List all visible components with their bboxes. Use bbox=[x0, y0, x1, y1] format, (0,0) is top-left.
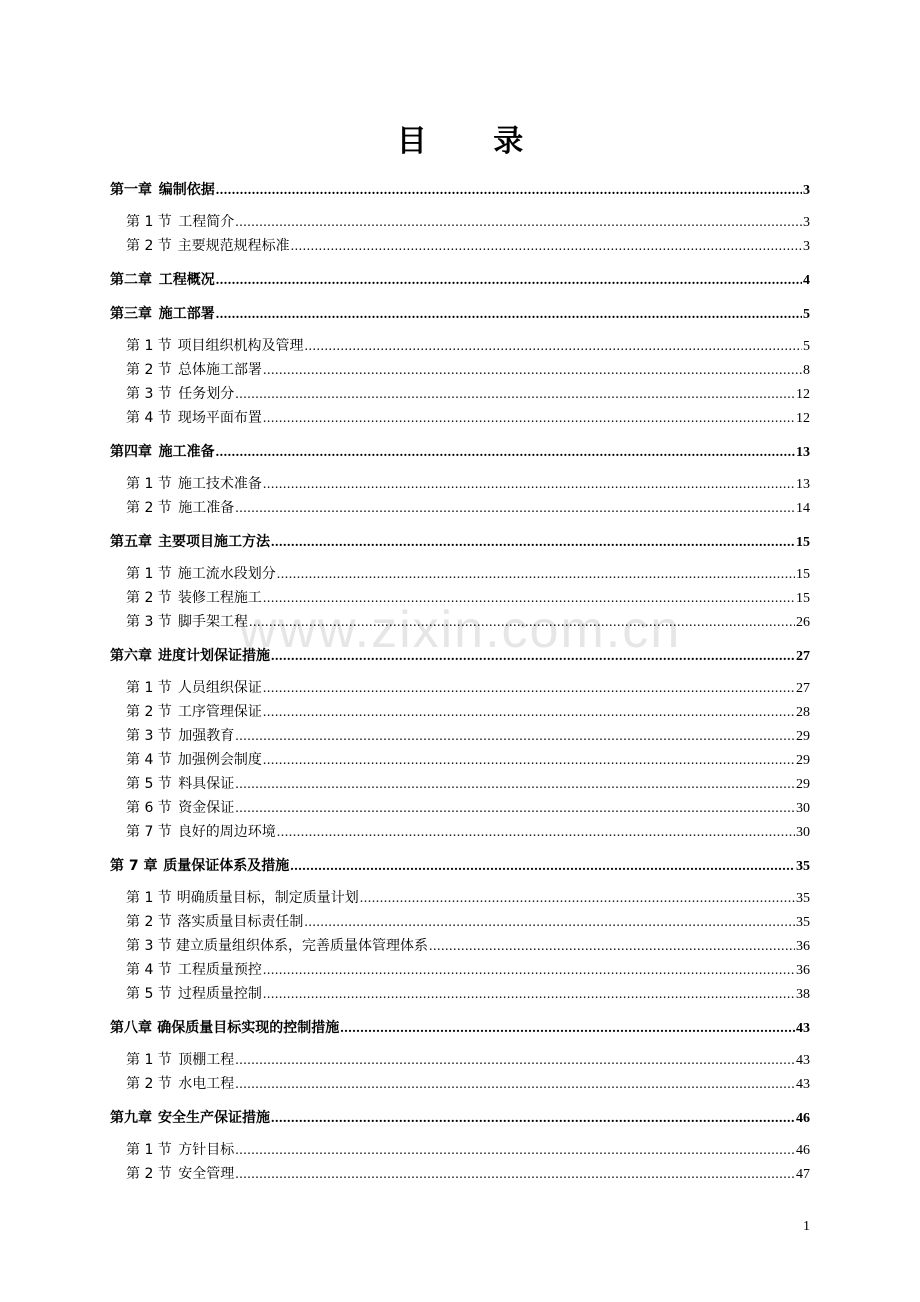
toc-entry-page: 29 bbox=[796, 777, 810, 792]
toc-entry-page: 35 bbox=[796, 891, 810, 906]
toc-leader-dots bbox=[360, 887, 795, 911]
toc-entry-label: 落实质量目标责任制 bbox=[177, 914, 304, 930]
toc-entry-number: 第 6 节 bbox=[126, 800, 172, 816]
toc-entry-number: 第 1 节 bbox=[126, 1142, 172, 1158]
toc-entry-number: 第 3 节 bbox=[126, 614, 172, 630]
toc-entry-label: 现场平面布置 bbox=[177, 410, 262, 426]
toc-entry-page: 36 bbox=[796, 963, 810, 978]
toc-entry-number: 第 2 节 bbox=[126, 238, 172, 254]
toc-entry-label: 工序管理保证 bbox=[177, 704, 262, 720]
toc-entry-page: 43 bbox=[796, 1053, 810, 1068]
toc-entry-page: 43 bbox=[796, 1077, 810, 1092]
toc-entry-number: 第 7 节 bbox=[126, 824, 172, 840]
toc-leader-dots bbox=[263, 701, 795, 725]
toc-entry-label: 建立质量组织体系，完善质量体管理体系 bbox=[176, 938, 428, 954]
toc-leader-dots bbox=[216, 179, 802, 203]
toc-leader-dots bbox=[271, 1107, 795, 1131]
toc-section-row[interactable] bbox=[110, 334, 810, 358]
toc-chapter-row[interactable] bbox=[110, 1106, 810, 1130]
toc-leader-dots bbox=[235, 383, 795, 407]
toc-entry-page: 27 bbox=[796, 649, 810, 664]
toc-entry-number: 第三章 bbox=[110, 306, 152, 322]
toc-leader-dots bbox=[235, 1073, 795, 1097]
toc-section-row[interactable] bbox=[110, 1138, 810, 1162]
toc-section-row[interactable] bbox=[110, 676, 810, 700]
toc-entry-number: 第五章 bbox=[110, 534, 152, 550]
toc-entry-number: 第 1 节 bbox=[126, 566, 172, 582]
toc-section-row[interactable] bbox=[110, 1072, 810, 1096]
toc-leader-dots bbox=[235, 725, 795, 749]
toc-entry-number: 第 5 节 bbox=[126, 776, 172, 792]
toc-entry-page: 38 bbox=[796, 987, 810, 1002]
toc-entry-number: 第八章 bbox=[110, 1020, 152, 1036]
toc-entry-label: 主要规范规程标准 bbox=[177, 238, 290, 254]
toc-chapter-row[interactable] bbox=[110, 302, 810, 326]
toc-leader-dots bbox=[429, 935, 795, 959]
toc-entry-label: 工程简介 bbox=[178, 214, 235, 230]
toc-entry-number: 第四章 bbox=[110, 444, 152, 460]
toc-entry-page: 5 bbox=[803, 339, 810, 354]
toc-section-row[interactable] bbox=[110, 934, 810, 958]
toc-entry-page: 27 bbox=[796, 681, 810, 696]
toc-entry-number: 第 1 节 bbox=[126, 476, 172, 492]
toc-entry-page: 8 bbox=[803, 363, 810, 378]
toc-section-row[interactable] bbox=[110, 562, 810, 586]
toc-entry-label: 安全管理 bbox=[178, 1166, 235, 1182]
toc-leader-dots bbox=[305, 335, 803, 359]
toc-entry-page: 26 bbox=[796, 615, 810, 630]
toc-leader-dots bbox=[235, 1049, 795, 1073]
toc-entry-number: 第 4 节 bbox=[126, 410, 172, 426]
toc-entry-number: 第 2 节 bbox=[126, 500, 172, 516]
toc-section-row[interactable] bbox=[110, 772, 810, 796]
toc-section-row[interactable] bbox=[110, 958, 810, 982]
toc-entry-page: 30 bbox=[796, 801, 810, 816]
toc-section-row[interactable] bbox=[110, 406, 810, 430]
toc-entry-number: 第 1 节 bbox=[126, 890, 172, 906]
toc-leader-dots bbox=[263, 749, 795, 773]
toc-leader-dots bbox=[235, 1139, 795, 1163]
toc-section-row[interactable] bbox=[110, 700, 810, 724]
toc-entry-label: 编制依据 bbox=[158, 182, 215, 198]
toc-entry-label: 人员组织保证 bbox=[177, 680, 262, 696]
toc-leader-dots bbox=[235, 211, 802, 235]
toc-entry-label: 项目组织机构及管理 bbox=[177, 338, 304, 354]
toc-entry-label: 顶棚工程 bbox=[178, 1052, 235, 1068]
toc-entry-label: 装修工程施工 bbox=[177, 590, 262, 606]
toc-entry-page: 28 bbox=[796, 705, 810, 720]
toc-leader-dots bbox=[304, 911, 795, 935]
toc-entry-page: 13 bbox=[796, 477, 810, 492]
toc-entry-number: 第 2 节 bbox=[126, 590, 172, 606]
toc-leader-dots bbox=[271, 531, 795, 555]
toc-entry-label: 任务划分 bbox=[178, 386, 235, 402]
page-number: 1 bbox=[803, 1219, 810, 1234]
toc-entry-label: 工程质量预控 bbox=[177, 962, 262, 978]
toc-chapter-row[interactable] bbox=[110, 854, 810, 878]
toc-section-row[interactable] bbox=[110, 382, 810, 406]
toc-leader-dots bbox=[216, 303, 802, 327]
toc-entry-page: 30 bbox=[796, 825, 810, 840]
toc-leader-dots bbox=[291, 235, 802, 259]
toc-entry-label: 进度计划保证措施 bbox=[157, 648, 270, 664]
toc-chapter-row[interactable] bbox=[110, 1016, 810, 1040]
toc-leader-dots bbox=[271, 645, 795, 669]
toc-leader-dots bbox=[235, 497, 795, 521]
toc-entry-label: 主要项目施工方法 bbox=[157, 534, 270, 550]
toc-leader-dots bbox=[216, 269, 802, 293]
toc-entry-label: 施工技术准备 bbox=[177, 476, 262, 492]
toc-chapter-row[interactable] bbox=[110, 644, 810, 668]
toc-entry-page: 14 bbox=[796, 501, 810, 516]
toc-entry-label: 脚手架工程 bbox=[178, 614, 249, 630]
toc-leader-dots bbox=[277, 563, 795, 587]
toc-entry-page: 29 bbox=[796, 753, 810, 768]
toc-section-row[interactable] bbox=[110, 358, 810, 382]
toc-chapter-row[interactable] bbox=[110, 178, 810, 202]
toc-section-row[interactable] bbox=[110, 724, 810, 748]
toc-leader-dots bbox=[263, 407, 795, 431]
toc-entry-page: 46 bbox=[796, 1143, 810, 1158]
page-title: 目 录 bbox=[396, 124, 552, 159]
toc-entry-page: 5 bbox=[803, 307, 810, 322]
toc-entry-label: 料具保证 bbox=[178, 776, 235, 792]
toc-section-row[interactable] bbox=[110, 496, 810, 520]
toc-entry-label: 水电工程 bbox=[178, 1076, 235, 1092]
toc-leader-dots bbox=[263, 983, 795, 1007]
toc-section-row[interactable] bbox=[110, 820, 810, 844]
toc-chapter-row[interactable] bbox=[110, 440, 810, 464]
toc-entry-number: 第 3 节 bbox=[126, 728, 172, 744]
toc-entry-number: 第 1 节 bbox=[126, 338, 172, 354]
toc-section-row[interactable] bbox=[110, 886, 810, 910]
table-of-contents bbox=[110, 168, 810, 1186]
toc-entry-number: 第 2 节 bbox=[126, 914, 172, 930]
toc-entry-label: 过程质量控制 bbox=[177, 986, 262, 1002]
toc-section-row[interactable] bbox=[110, 748, 810, 772]
toc-entry-page: 12 bbox=[796, 411, 810, 426]
toc-entry-page: 3 bbox=[803, 183, 810, 198]
toc-entry-label: 加强例会制度 bbox=[177, 752, 262, 768]
toc-entry-label: 施工流水段划分 bbox=[177, 566, 276, 582]
toc-entry-page: 3 bbox=[803, 239, 810, 254]
toc-leader-dots bbox=[263, 959, 795, 983]
toc-section-row[interactable] bbox=[110, 210, 810, 234]
toc-leader-dots bbox=[263, 587, 795, 611]
toc-entry-number: 第 2 节 bbox=[126, 1076, 172, 1092]
toc-entry-number: 第二章 bbox=[110, 272, 152, 288]
toc-entry-page: 29 bbox=[796, 729, 810, 744]
toc-leader-dots bbox=[263, 473, 795, 497]
toc-section-row[interactable] bbox=[110, 472, 810, 496]
toc-section-row[interactable] bbox=[110, 1048, 810, 1072]
toc-chapter-row[interactable] bbox=[110, 268, 810, 292]
toc-entry-number: 第 1 节 bbox=[126, 214, 172, 230]
toc-entry-page: 4 bbox=[803, 273, 810, 288]
toc-entry-number: 第一章 bbox=[110, 182, 152, 198]
toc-entry-number: 第 2 节 bbox=[126, 362, 172, 378]
toc-entry-label: 工程概况 bbox=[158, 272, 215, 288]
toc-section-row[interactable] bbox=[110, 610, 810, 634]
toc-leader-dots bbox=[235, 1163, 795, 1187]
toc-entry-page: 13 bbox=[796, 445, 810, 460]
toc-leader-dots bbox=[340, 1017, 795, 1041]
toc-entry-number: 第 3 节 bbox=[126, 386, 172, 402]
toc-entry-page: 46 bbox=[796, 1111, 810, 1126]
toc-entry-label: 明确质量目标，制定质量计划 bbox=[176, 890, 359, 906]
toc-entry-number: 第 2 节 bbox=[126, 704, 172, 720]
toc-entry-label: 安全生产保证措施 bbox=[157, 1110, 270, 1126]
toc-entry-number: 第六章 bbox=[110, 648, 152, 664]
toc-entry-page: 47 bbox=[796, 1167, 810, 1182]
toc-entry-number: 第 5 节 bbox=[126, 986, 172, 1002]
toc-entry-page: 36 bbox=[796, 939, 810, 954]
toc-leader-dots bbox=[216, 441, 795, 465]
toc-entry-label: 方针目标 bbox=[178, 1142, 235, 1158]
toc-section-row[interactable] bbox=[110, 910, 810, 934]
toc-leader-dots bbox=[290, 855, 795, 879]
toc-entry-label: 良好的周边环境 bbox=[177, 824, 276, 840]
toc-entry-number: 第 1 节 bbox=[126, 680, 172, 696]
toc-entry-number: 第 2 节 bbox=[126, 1166, 172, 1182]
toc-entry-label: 施工准备 bbox=[158, 444, 215, 460]
toc-entry-page: 35 bbox=[796, 859, 810, 874]
toc-entry-label: 总体施工部署 bbox=[177, 362, 262, 378]
toc-entry-page: 35 bbox=[796, 915, 810, 930]
toc-leader-dots bbox=[235, 773, 795, 797]
toc-entry-label: 资金保证 bbox=[178, 800, 235, 816]
toc-section-row[interactable] bbox=[110, 982, 810, 1006]
toc-entry-label: 施工准备 bbox=[178, 500, 235, 516]
toc-entry-number: 第 3 节 bbox=[126, 938, 172, 954]
toc-entry-number: 第 4 节 bbox=[126, 962, 172, 978]
toc-entry-number: 第九章 bbox=[110, 1110, 152, 1126]
toc-section-row[interactable] bbox=[110, 234, 810, 258]
toc-entry-label: 质量保证体系及措施 bbox=[163, 858, 290, 874]
toc-leader-dots bbox=[263, 359, 802, 383]
toc-chapter-row[interactable] bbox=[110, 530, 810, 554]
toc-entry-label: 施工部署 bbox=[158, 306, 215, 322]
toc-section-row[interactable] bbox=[110, 1162, 810, 1186]
toc-entry-page: 15 bbox=[796, 567, 810, 582]
toc-entry-number: 第 1 节 bbox=[126, 1052, 172, 1068]
toc-entry-page: 15 bbox=[796, 591, 810, 606]
toc-entry-number: 第 4 节 bbox=[126, 752, 172, 768]
toc-entry-number: 第 7 章 bbox=[110, 858, 158, 874]
toc-entry-page: 15 bbox=[796, 535, 810, 550]
watermark: www.zixin.com.cn bbox=[238, 601, 682, 659]
toc-entry-page: 43 bbox=[796, 1021, 810, 1036]
toc-entry-page: 3 bbox=[803, 215, 810, 230]
toc-entry-page: 12 bbox=[796, 387, 810, 402]
toc-entry-label: 确保质量目标实现的控制措施 bbox=[157, 1020, 340, 1036]
toc-entry-label: 加强教育 bbox=[178, 728, 235, 744]
toc-section-row[interactable] bbox=[110, 586, 810, 610]
toc-leader-dots bbox=[277, 821, 795, 845]
toc-leader-dots bbox=[249, 611, 795, 635]
toc-section-row[interactable] bbox=[110, 796, 810, 820]
toc-leader-dots bbox=[263, 677, 795, 701]
toc-leader-dots bbox=[235, 797, 795, 821]
